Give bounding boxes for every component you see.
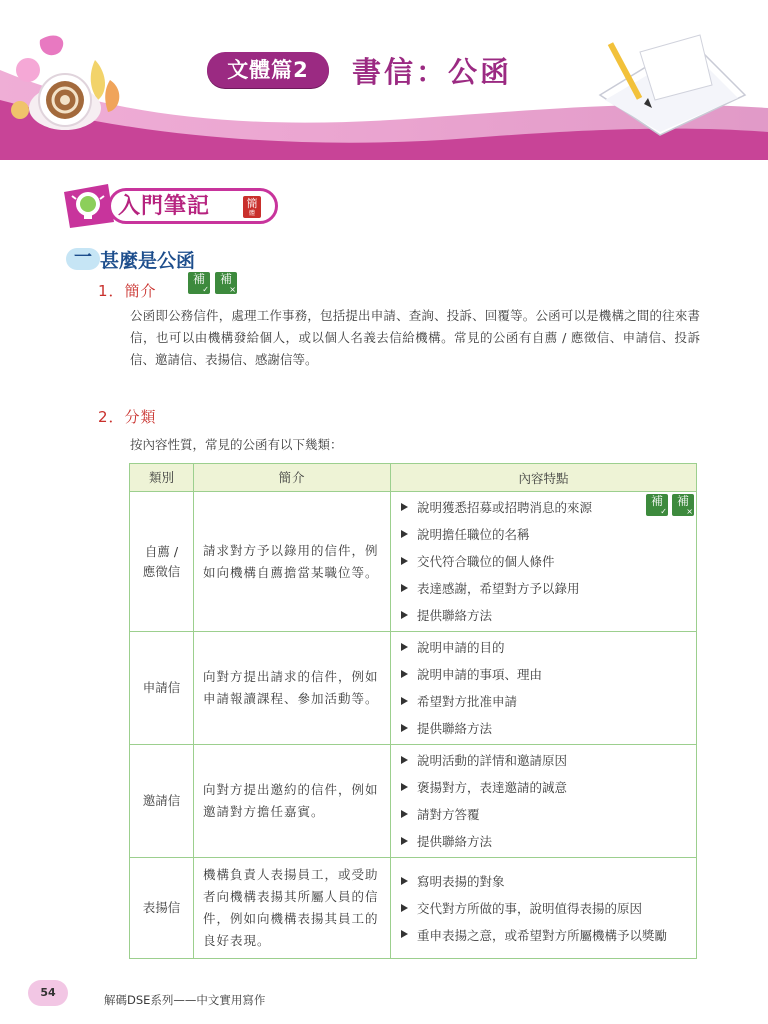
subheading-classification: 2．分類 [98,408,157,426]
subheading-intro: 1．簡介 [98,282,157,300]
intro-label: 入門筆記 [118,194,211,219]
feature-item: 說明擔任職位的名稱 [401,521,692,548]
table-row [130,745,697,858]
simplified-badge-icon[interactable] [243,196,261,218]
feature-item: 表達感謝，希望對方予以錄用 [401,575,692,602]
header-category: 類別 [130,464,194,492]
footer-series-title: 解碼DSE系列——中文實用寫作 [104,993,266,1007]
feature-item: 說明獲悉招募或招聘消息的來源 [401,494,692,521]
row-category: 申請信 [130,632,194,745]
row-features [391,632,697,745]
row-description: 向對方提出邀約的信件，例如邀請對方擔任嘉賓。 [194,745,391,858]
header-features: 內容特點 [391,464,697,492]
simplified-badge-sub: 體 [248,210,255,217]
chapter-title: 書信：公函 [352,55,513,89]
table-header-row [130,464,697,492]
supplement-label: 補 [219,272,232,286]
feature-item: 提供聯絡方法 [401,715,692,742]
classification-intro: 按內容性質，常見的公函有以下幾類： [130,437,343,452]
row-category: 邀請信 [130,745,194,858]
intro-paragraph: 公函即公務信件，處理工作事務，包括提出申請、查詢、投訴、回覆等。公函可以是機構之間的往來書信，也可以由機構發給個人，或以個人名義去信給機構。常見的公函有自薦 / 應徵信、申請信、投訴信、邀請信、表揚信、感謝信等。 [130,308,700,367]
supplement-label: 補 [192,272,205,286]
category-line: 自薦 / [144,543,179,559]
row-category [130,492,194,632]
supplement-cross-icon[interactable]: 補 × [215,272,237,294]
section-title: 甚麼是公函 [100,250,196,272]
feature-item: 提供聯絡方法 [401,828,692,855]
feature-item: 說明申請的事項、理由 [401,661,692,688]
row-category: 表揚信 [130,858,194,959]
supplement-check-icon[interactable]: 補 ✓ [646,494,668,516]
supplement-label: 補 [676,494,689,508]
supplement-label: 補 [650,494,663,508]
category-line: 應徵信 [142,563,181,579]
supplement-check-icon[interactable]: 補 ✓ [188,272,210,294]
page-number: 54 [28,980,68,1006]
classification-table [129,463,697,959]
feature-item: 褒揚對方，表達邀請的誠意 [401,774,692,801]
coffee-cup-icon [29,74,101,130]
table-row [130,858,697,959]
feature-item: 交代對方所做的事，說明值得表揚的原因 [401,895,692,922]
feature-item: 提供聯絡方法 [401,602,692,629]
section-marker: 一 [66,248,100,270]
feature-item: 說明申請的目的 [401,634,692,661]
supplement-cross-icon[interactable]: 補 × [672,494,694,516]
feature-item: 說明活動的詳情和邀請原因 [401,747,692,774]
row-features [391,745,697,858]
header-description: 簡介 [194,464,391,492]
row-description: 向對方提出請求的信件，例如申請報讀課程、參加活動等。 [194,632,391,745]
simplified-badge-text: 簡 [246,197,258,210]
feature-item: 希望對方批准申請 [401,688,692,715]
row-features [391,492,697,632]
feature-item: 交代符合職位的個人條件 [401,548,692,575]
table-row [130,492,697,632]
row-description: 請求對方予以錄用的信件，例如向機構自薦擔當某職位等。 [194,492,391,632]
chapter-label: 文體篇2 [207,52,329,88]
feature-item: 請對方答覆 [401,801,692,828]
row-description: 機構負責人表揚員工，或受助者向機構表揚其所屬人員的信件，例如向機構表揚其員工的良好表現。 [194,858,391,959]
row-features [391,858,697,959]
feature-item: 重申表揚之意，或希望對方所屬機構予以獎勵 [401,922,692,949]
table-row [130,632,697,745]
feature-item: 寫明表揚的對象 [401,868,692,895]
